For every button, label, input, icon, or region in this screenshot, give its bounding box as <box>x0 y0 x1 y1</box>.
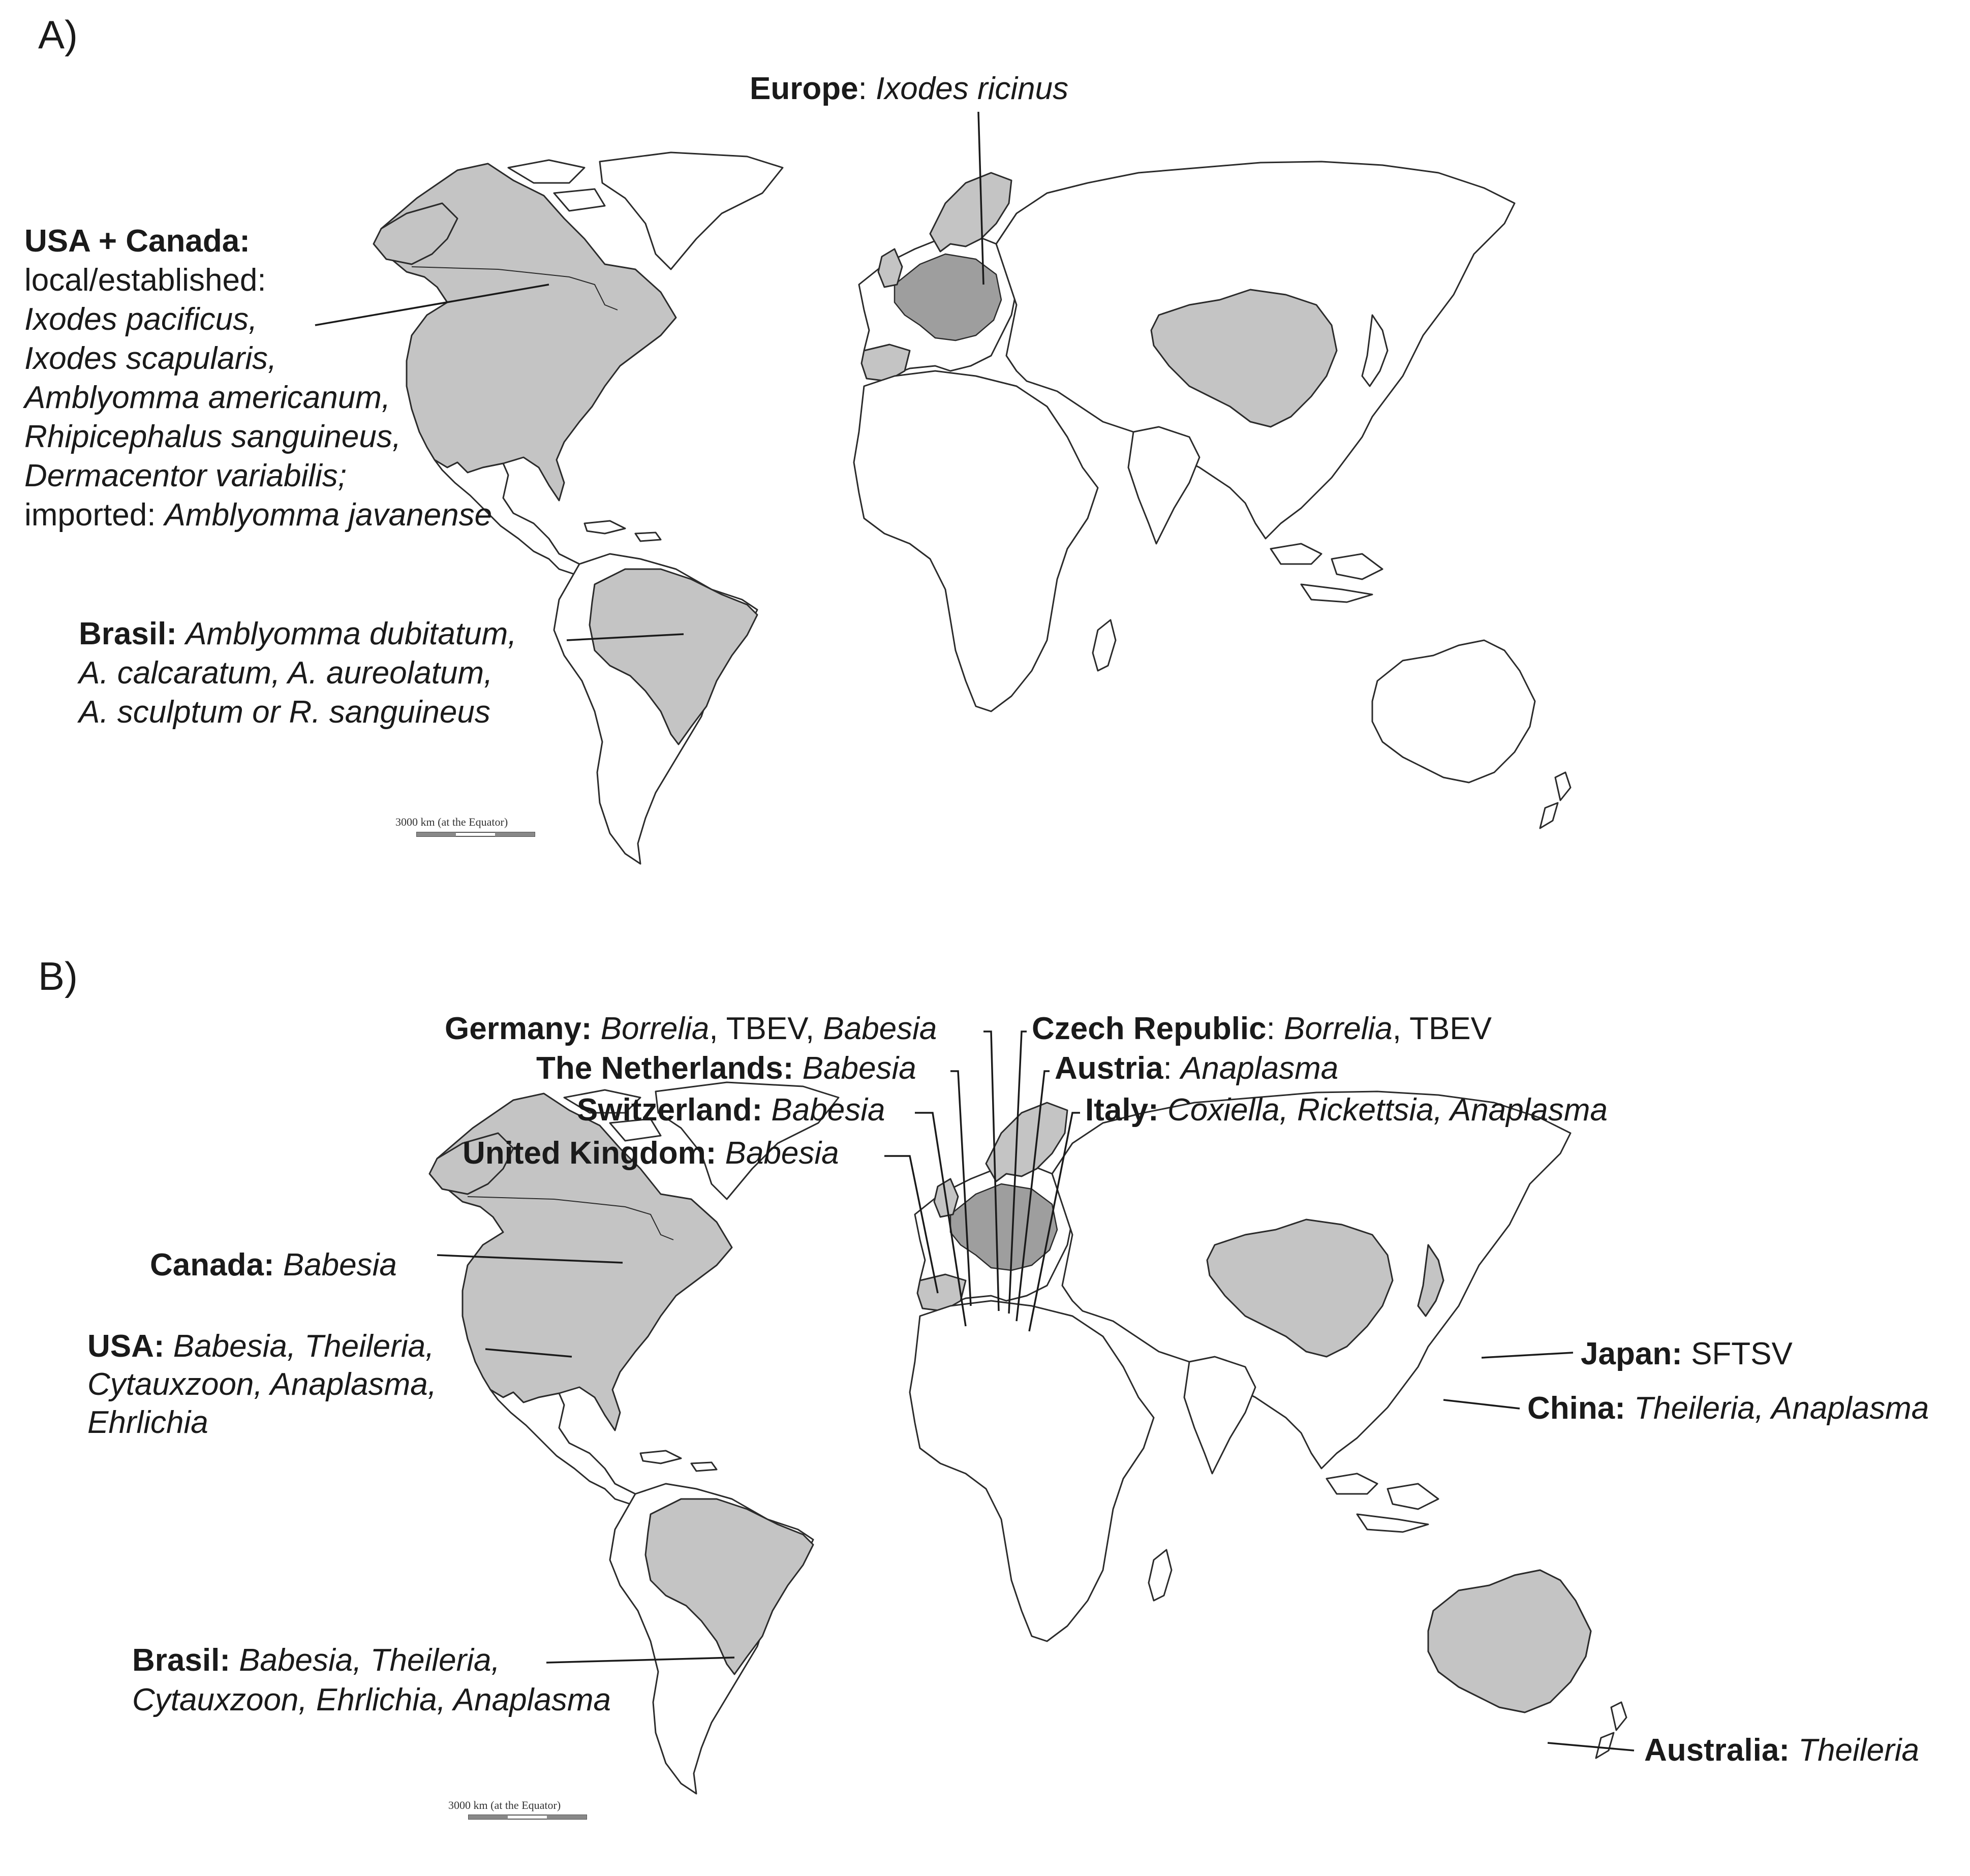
panel-a-europe-label: Europe: Ixodes ricinus <box>750 71 1069 106</box>
panel-b-china-label: China: Theileria, Anaplasma <box>1527 1391 1929 1426</box>
panel-b-germany-label: Germany: Borrelia, TBEV, Babesia <box>445 1011 937 1046</box>
panel-b-scale-text: 3000 km (at the Equator) <box>448 1799 561 1811</box>
panel-a-scale-bar <box>417 832 535 836</box>
panel-b-china-leader <box>1443 1400 1520 1409</box>
panel-b-switzerland-label: Switzerland: Babesia <box>577 1092 885 1128</box>
panel-b-austria-label: Austria: Anaplasma <box>1055 1051 1339 1086</box>
panel-a-scale-text: 3000 km (at the Equator) <box>395 816 508 828</box>
panel-a-species-4: Rhipicephalus sanguineus, <box>24 419 402 454</box>
panel-a-usa-canada-title: USA + Canada: <box>24 224 250 259</box>
panel-b-usa-line-2: Cytauxzoon, Anaplasma, <box>87 1367 437 1402</box>
panel-b-australia-highlight <box>1428 1570 1591 1712</box>
panel-b-usa-line-1: USA: Babesia, Theileria, <box>87 1329 435 1364</box>
panel-a-brasil-line-3: A. sculptum or R. sanguineus <box>79 695 490 730</box>
panel-b-usa-line-3: Ehrlichia <box>87 1405 208 1440</box>
panel-b-australia-leader <box>1548 1743 1634 1750</box>
panel-b-brasil-line-2: Cytauxzoon, Ehrlichia, Anaplasma <box>132 1682 611 1717</box>
panel-a-species-2: Ixodes scapularis, <box>24 341 277 376</box>
panel-a-species-1: Ixodes pacificus, <box>24 302 258 337</box>
panel-b-canada-label: Canada: Babesia <box>150 1247 397 1283</box>
panel-b-scale-bar <box>469 1815 587 1819</box>
panel-a-species-3: Amblyomma americanum, <box>24 380 391 415</box>
panel-a-species-5: Dermacentor variabilis; <box>24 458 347 493</box>
panel-b-japan-label: Japan: SFTSV <box>1581 1336 1793 1371</box>
panel-a-label: A) <box>38 12 78 57</box>
panel-b-italy-label: Italy: Coxiella, Rickettsia, Anaplasma <box>1085 1092 1608 1128</box>
panel-b-netherlands-label: The Netherlands: Babesia <box>536 1051 916 1086</box>
panel-b-australia-label: Australia: Theileria <box>1644 1733 1919 1768</box>
panel-a-brasil-line-2: A. calcaratum, A. aureolatum, <box>79 655 493 691</box>
panel-b-brasil-line-1: Brasil: Babesia, Theileria, <box>132 1643 500 1678</box>
panel-a-local-label: local/established: <box>24 263 266 298</box>
panel-a-brasil-line-1: Brasil: Amblyomma dubitatum, <box>79 616 517 651</box>
panel-b-japan-leader <box>1482 1353 1573 1358</box>
panel-b-czech-label: Czech Republic: Borrelia, TBEV <box>1032 1011 1492 1046</box>
panel-b-uk-label: United Kingdom: Babesia <box>463 1136 839 1171</box>
panel-a-map <box>374 152 1571 864</box>
panel-b-label: B) <box>38 954 78 998</box>
panel-a-imported-line: imported: Amblyomma javanense <box>24 497 492 533</box>
